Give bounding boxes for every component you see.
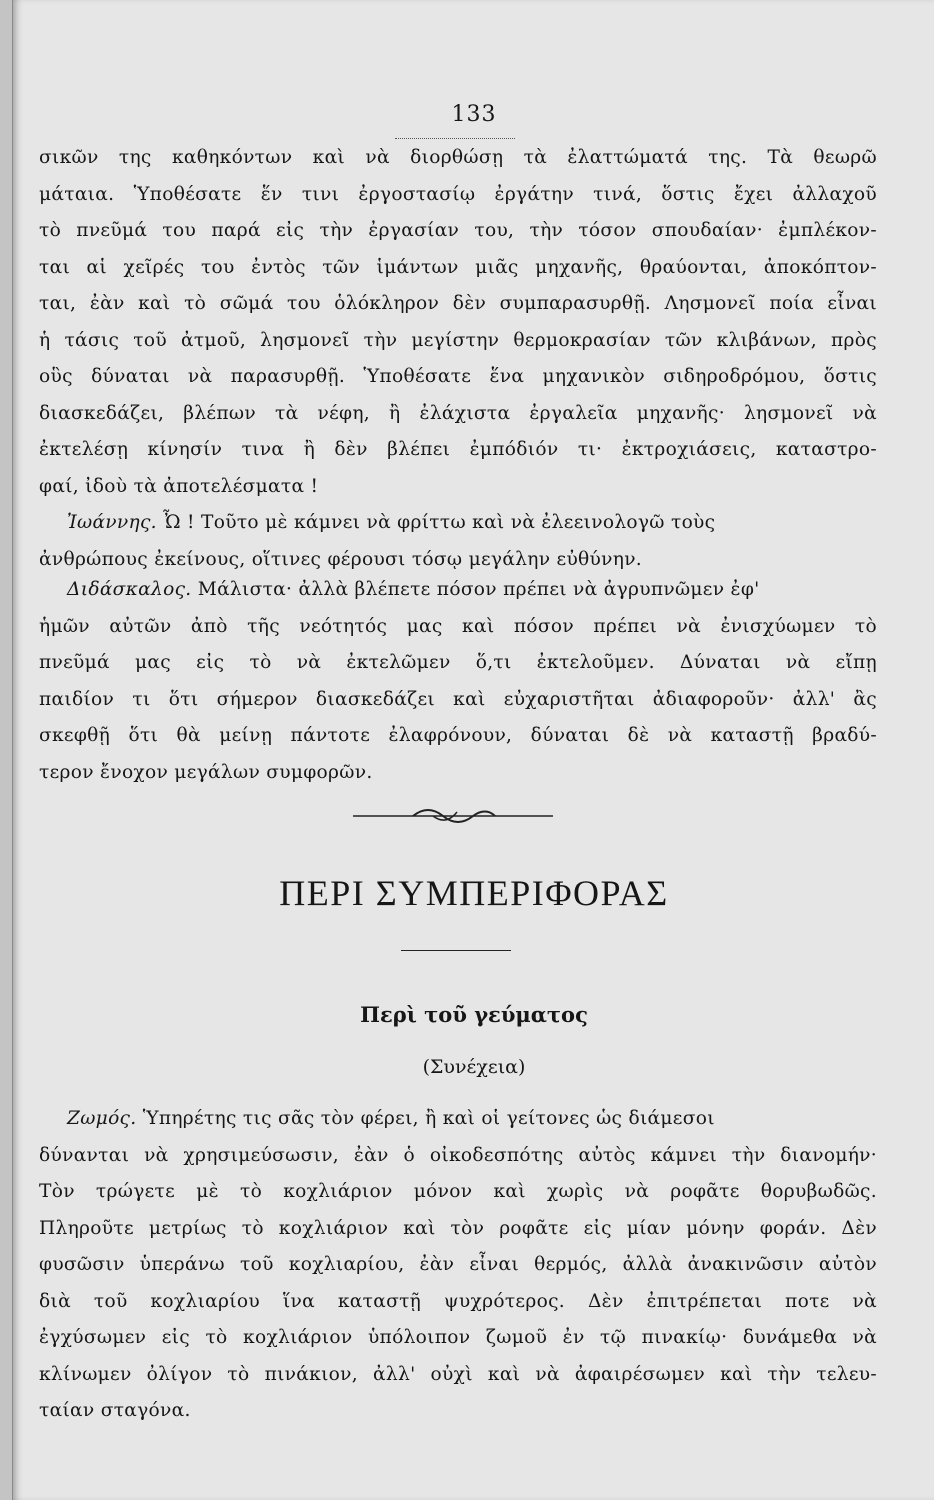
john-paragraph bbox=[39, 505, 877, 578]
text-line: κλίνωμεν ὀλίγον τὸ πινάκιον, ἀλλ' οὐχὶ καὶ νὰ ἀφαιρέσωμεν καὶ τὴν τελευ- bbox=[39, 1363, 877, 1385]
continued-note: (Συνέχεια) bbox=[422, 1056, 526, 1078]
text-line: μάταια. Ὑποθέσατε ἕν τινι ἐργοστασίῳ ἐργάτην τινά, ὅστις ἔχει ἀλλαχοῦ bbox=[39, 183, 877, 205]
book-page bbox=[12, 0, 934, 1500]
text-line bbox=[39, 572, 877, 609]
text-line: ἐγχύσωμεν εἰς τὸ κοχλιάριον ὑπόλοιπον ζωμοῦ ἐν τῷ πινακίῳ· δυνάμεθα νὰ bbox=[39, 1327, 877, 1348]
speech-text: Ὦ ! Τοῦτο μὲ κάμνει νὰ φρίττω καὶ νὰ ἐλεεινολογῶ τοὺς bbox=[163, 512, 716, 533]
text-line: φαί, ἰδοὺ τὰ ἀποτελέσματα ! bbox=[39, 475, 319, 497]
dialogue-paragraph-continued bbox=[39, 140, 877, 505]
speech-text: Μάλιστα· ἀλλὰ βλέπετε πόσον πρέπει νὰ ἀγρυπνῶμεν ἐφ' bbox=[197, 579, 760, 600]
text-line: φυσῶσιν ὑπεράνω τοῦ κοχλιαρίου, ἐὰν εἶναι θερμός, ἀλλὰ ἀνακινῶσιν αὐτὸν bbox=[39, 1254, 877, 1275]
text-line: ἀνθρώπους ἐκείνους, οἵτινες φέρουσι τόσῳ μεγάλην εὐθύνην. bbox=[39, 548, 643, 570]
soup-paragraph bbox=[39, 1101, 877, 1430]
text-line: ταίαν σταγόνα. bbox=[39, 1400, 191, 1421]
text-line: ἐκτελέσῃ κίνησίν τινα ἢ δὲν βλέπει ἐμπόδιόν τι· ἐκτροχιάσεις, καταστρο- bbox=[39, 439, 877, 460]
text-line: ται, ἐὰν καὶ τὸ σῶμά του ὁλόκληρον δὲν συμπαρασυρθῇ. Λησμονεῖ ποία εἶναι bbox=[39, 293, 877, 314]
text-line: ἡ τάσις τοῦ ἀτμοῦ, λησμονεῖ τὴν μεγίστην θερμοκρασίαν τῶν κλιβάνων, πρὸς bbox=[39, 329, 877, 351]
text-line: πνεῦμά μας εἰς τὸ νὰ ἐκτελῶμεν ὅ,τι ἐκτελοῦμεν. Δύναται νὰ εἴπῃ bbox=[39, 652, 877, 673]
text-line: Πληροῦτε μετρίως τὸ κοχλιάριον καὶ τὸν ροφᾶτε εἰς μίαν μόνην φοράν. Δὲν bbox=[39, 1217, 877, 1239]
page-number: 133 bbox=[451, 102, 497, 127]
section-ornament bbox=[353, 806, 553, 826]
text-line: διασκεδάζει, βλέπων τὰ νέφη, ἢ ἐλάχιστα ἐργαλεῖα μηχανῆς· λησμονεῖ νὰ bbox=[39, 402, 877, 424]
text-line: τὸ πνεῦμά του παρά εἰς τὴν ἐργασίαν του, τὴν τόσον σπουδαίαν· ἐμπλέκον- bbox=[39, 220, 877, 241]
text-line: σικῶν της καθηκόντων καὶ νὰ διορθώσῃ τὰ ἐλαττώματά της. Τὰ θεωρῶ bbox=[39, 147, 877, 168]
text-line: σκεφθῇ ὅτι θὰ μείνῃ πάντοτε ἐλαφρόνουν, δύναται δὲ νὰ καταστῇ βραδύ- bbox=[39, 725, 877, 746]
text-line: οὓς δύναται νὰ παρασυρθῇ. Ὑποθέσατε ἕνα μηχανικὸν σιδηροδρόμου, ὅστις bbox=[39, 366, 877, 387]
text-line: ται αἱ χεῖρές του ἐντὸς τῶν ἱμάντων μιᾶς μηχανῆς, θραύονται, ἀποκόπτον- bbox=[39, 256, 877, 278]
speaker-name: Ἰωάννης. bbox=[67, 512, 157, 533]
section-subtitle: Περὶ τοῦ γεύματος bbox=[360, 1002, 588, 1027]
text-line: διὰ τοῦ κοχλιαρίου ἵνα καταστῇ ψυχρότερος. Δὲν ἐπιτρέπεται ποτε νὰ bbox=[39, 1290, 877, 1312]
text-line bbox=[39, 1101, 877, 1138]
speaker-name: Διδάσκαλος. bbox=[67, 579, 192, 600]
text-line: δύνανται νὰ χρησιμεύσωσιν, ἐὰν ὁ οἰκοδεσπότης αὐτὸς κάμνει τὴν διανομήν· bbox=[39, 1144, 877, 1166]
section-title: ΠΕΡΙ ΣΥΜΠΕΡΙΦΟΡΑΣ bbox=[279, 873, 669, 913]
text-line: παιδίον τι ὅτι σήμερον διασκεδάζει καὶ εὐχαριστῆται ἀδιαφοροῦν· ἀλλ' ἂς bbox=[39, 688, 877, 710]
teacher-paragraph bbox=[39, 572, 877, 791]
topic-name: Ζωμός. bbox=[67, 1108, 137, 1129]
text-line: Τὸν τρώγετε μὲ τὸ κοχλιάριον μόνον καὶ χωρὶς νὰ ροφᾶτε θορυβωδῶς. bbox=[39, 1181, 877, 1202]
text-line: ἡμῶν αὐτῶν ἀπὸ τῆς νεότητός μας καὶ πόσον πρέπει νὰ ἐνισχύωμεν τὸ bbox=[39, 615, 877, 637]
page-number-rule bbox=[395, 138, 515, 139]
title-rule bbox=[401, 950, 511, 951]
text-line: τερον ἔνοχον μεγάλων συμφορῶν. bbox=[39, 761, 373, 783]
topic-text: Ὑπηρέτης τις σᾶς τὸν φέρει, ἢ καὶ οἱ γείτονες ὡς διάμεσοι bbox=[142, 1108, 715, 1129]
text-line bbox=[39, 505, 877, 542]
